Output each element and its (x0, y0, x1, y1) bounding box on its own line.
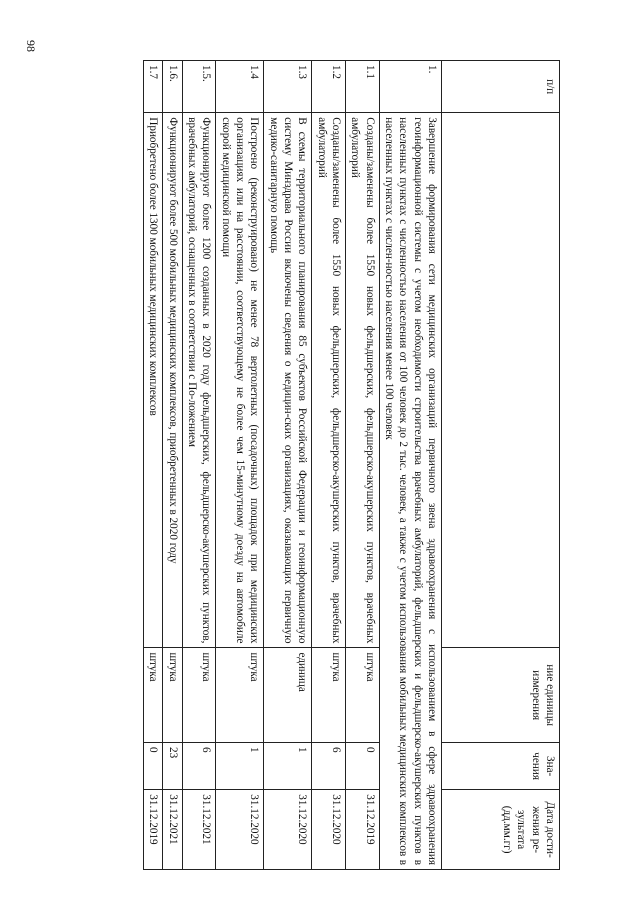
row-num: 1.5. (182, 61, 216, 113)
row-value: 0 (144, 743, 163, 790)
table-row (312, 61, 346, 870)
results-table (143, 60, 560, 870)
row-unit: штука (182, 648, 216, 743)
row-text: Созданы/заменены более 1550 новых фельдшерских, фельдшерско-акушерских пунктов, врачебных амбулаторий (346, 113, 380, 648)
row-text: Построено (реконструировано) не менее 78 вертолетных (посадочных) площадок при медицинских организациях или на расстоянии, соответствующему не более чем 15-минутному доезду на автомобиле скорой медицинской помощи (216, 113, 264, 648)
row-date: 31.12.2020 (264, 790, 312, 870)
table-row (144, 61, 163, 870)
table-row (182, 61, 216, 870)
row-unit: штука (144, 648, 163, 743)
table-header-row (442, 61, 560, 870)
row-date: 31.12.2021 (163, 790, 182, 870)
row-date: 31.12.2019 (144, 790, 163, 870)
row-value: 23 (163, 743, 182, 790)
row-text: В схемы территориального планирования 85 субъектов Российской Федерации и геоинформационную систему Минздрава России включены сведения о медицин-ских организациях, оказывающих первичную медико-санитарную помощь (264, 113, 312, 648)
header-date: Дата дости-жения ре-зультата (дд.мм.гг) (442, 790, 560, 870)
row-text: Созданы/заменены более 1550 новых фельдшерских, фельдшерско-акушерских пунктов, врачебных амбулаторий (312, 113, 346, 648)
row-value: 1 (264, 743, 312, 790)
row-text: Функционируют более 1200 созданных в 2020 году фельдшерских, фельдшерско-акушерских пунктов, врачебных амбулаторий, оснащенных в соответствии с По-ложением (182, 113, 216, 648)
row-num: 1.6. (163, 61, 182, 113)
section-text: Завершение формирования сети медицинских организаций первичного звена здравоохранения с использованием в сфере здравоохранения геоинформационной системы с учетом необходимости строительства врачебных амбулаторий, фельдшерских и фельдшерско-акушерских пунктов в населенных пунктах с численностью населения от 100 человек до 2 тыс. человек, а также с учетом использования мобильных медицинских комплексов в населенных пунктах с числен-ностью населения менее 100 человек (379, 113, 441, 870)
row-date: 31.12.2019 (346, 790, 380, 870)
table-row (163, 61, 182, 870)
header-value: Зна-чения (442, 743, 560, 790)
row-num: 1.4 (216, 61, 264, 113)
row-num: 1.1 (346, 61, 380, 113)
table-row (216, 61, 264, 870)
table-row (346, 61, 380, 870)
section-row (379, 61, 441, 870)
table-row (264, 61, 312, 870)
row-value: 6 (312, 743, 346, 790)
row-unit: штука (346, 648, 380, 743)
row-unit: штука (163, 648, 182, 743)
row-num: 1.2 (312, 61, 346, 113)
row-value: 1 (216, 743, 264, 790)
header-name (442, 113, 560, 648)
row-num: 1.7 (144, 61, 163, 113)
row-text: Приобретено более 1300 мобильных медицинских комплексов (144, 113, 163, 648)
header-unit: ние единицы измерения (442, 648, 560, 743)
row-unit: единица (264, 648, 312, 743)
row-date: 31.12.2020 (312, 790, 346, 870)
row-value: 0 (346, 743, 380, 790)
row-value: 6 (182, 743, 216, 790)
rotated-page (30, 60, 560, 870)
row-unit: штука (216, 648, 264, 743)
row-unit: штука (312, 648, 346, 743)
header-num: п/п (442, 61, 560, 113)
row-num: 1.3 (264, 61, 312, 113)
row-date: 31.12.2021 (182, 790, 216, 870)
row-date: 31.12.2020 (216, 790, 264, 870)
page-number: 98 (24, 40, 38, 52)
row-text: Функционируют более 500 мобильных медицинских комплексов, приобретенных в 2020 году (163, 113, 182, 648)
section-num: 1. (379, 61, 441, 113)
